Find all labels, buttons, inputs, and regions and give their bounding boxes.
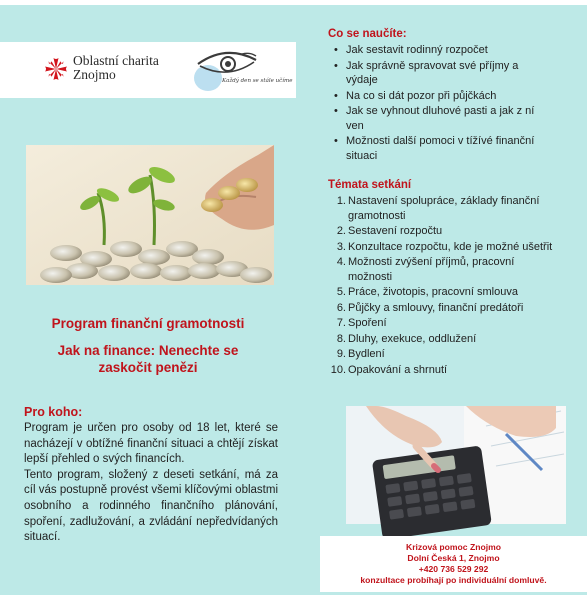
topic-number: 5. <box>336 286 346 298</box>
contact-box <box>320 536 587 592</box>
charita-cross-icon <box>44 57 68 81</box>
topic-text: Půjčky a smlouvy, finanční predátoři <box>348 301 524 314</box>
list-item <box>328 363 558 378</box>
list-item <box>328 285 558 300</box>
topic-number: 1. <box>336 195 346 207</box>
temata-heading: Témata setkání <box>328 179 412 191</box>
contact-phone: +420 736 529 292 <box>418 564 489 574</box>
list-item: • Jak správně spravovat své příjmy a výdaje <box>334 59 549 88</box>
eye-logo-icon <box>190 46 293 94</box>
pro-koho-heading: Pro koho: <box>24 405 83 419</box>
topic-text: Opakování a shrnutí <box>348 363 448 376</box>
topic-text: Sestavení rozpočtu <box>348 225 443 237</box>
list-item <box>328 332 558 347</box>
contact-line-4: konzultace probíhají po individuální domluvě. <box>360 575 547 585</box>
list-item <box>328 224 558 239</box>
topic-number: 8. <box>336 332 346 345</box>
list-item <box>328 301 558 316</box>
topic-text: Dluhy, exekuce, oddlužení <box>348 332 477 345</box>
topic-number: 7. <box>336 317 346 329</box>
topic-text: Spoření <box>348 317 387 329</box>
list-item <box>328 255 558 284</box>
org-name-line1: Oblastní charita <box>73 53 159 68</box>
program-subtitle: Jak na finance: Nenechte se zaskočit penězi <box>57 343 239 375</box>
list-item <box>328 194 558 223</box>
topic-text: Práce, životopis, pracovní smlouva <box>348 286 518 298</box>
list-item <box>328 316 558 331</box>
pro-koho-text <box>24 421 278 546</box>
org-name-line2: Znojmo <box>73 67 116 82</box>
co-se-naucite-heading: Co se naučíte: <box>328 28 407 40</box>
topic-text: Nastavení spolupráce, základy finanční gramotnosti <box>348 195 540 222</box>
topic-list <box>328 194 558 378</box>
pro-koho-paragraph-1: Program je určen pro osoby od 18 let, které se nacházejí v obtížné finanční situaci a chtějí získat lepší přehled o svých financích. <box>24 422 278 466</box>
list-item: • Jak se vyhnout dluhové pasti a jak z ní ven <box>334 104 549 133</box>
pro-koho-paragraph-2: Tento program, složený z deseti setkání, má za cíl vás postupně provést všemi klíčovými oblastmi osobního a rodinného finančního plánování, spoření, zadlužování, a zvládání nepředvídaných situací. <box>24 468 278 544</box>
list-item: • Možnosti další pomoci v tížívé finanční situaci <box>334 134 549 163</box>
list-item <box>328 347 558 362</box>
topic-number: 3. <box>336 240 346 253</box>
topic-number: 6. <box>336 301 346 314</box>
program-title: Program finanční gramotnosti <box>51 316 245 331</box>
contact-line-2: Dolní Česká 1, Znojmo <box>407 553 500 563</box>
topic-number: 4. <box>336 256 346 268</box>
topic-number: 10. <box>330 363 346 376</box>
list-item: • Jak sestavit rodinný rozpočet <box>334 43 549 58</box>
contact-line-1: Krizová pomoc Znojmo <box>405 542 501 552</box>
topic-text: Konzultace rozpočtu, kde je možné ušetřit <box>348 240 553 253</box>
eye-logo-text: Každý den se stále učíme <box>222 78 293 84</box>
topic-text: Bydlení <box>348 348 385 360</box>
list-item <box>328 240 558 255</box>
org-name <box>73 54 159 82</box>
coins-plant-photo <box>26 145 274 285</box>
topic-text: Možnosti zvýšení příjmů, pracovní možnosti <box>348 256 515 283</box>
topic-number: 9. <box>336 348 346 360</box>
list-item: • Na co si dát pozor při půjčkách <box>334 89 549 104</box>
topic-number: 2. <box>336 225 346 237</box>
learn-list <box>334 43 549 164</box>
logo-strip <box>0 42 296 98</box>
calculator-photo <box>346 406 566 524</box>
